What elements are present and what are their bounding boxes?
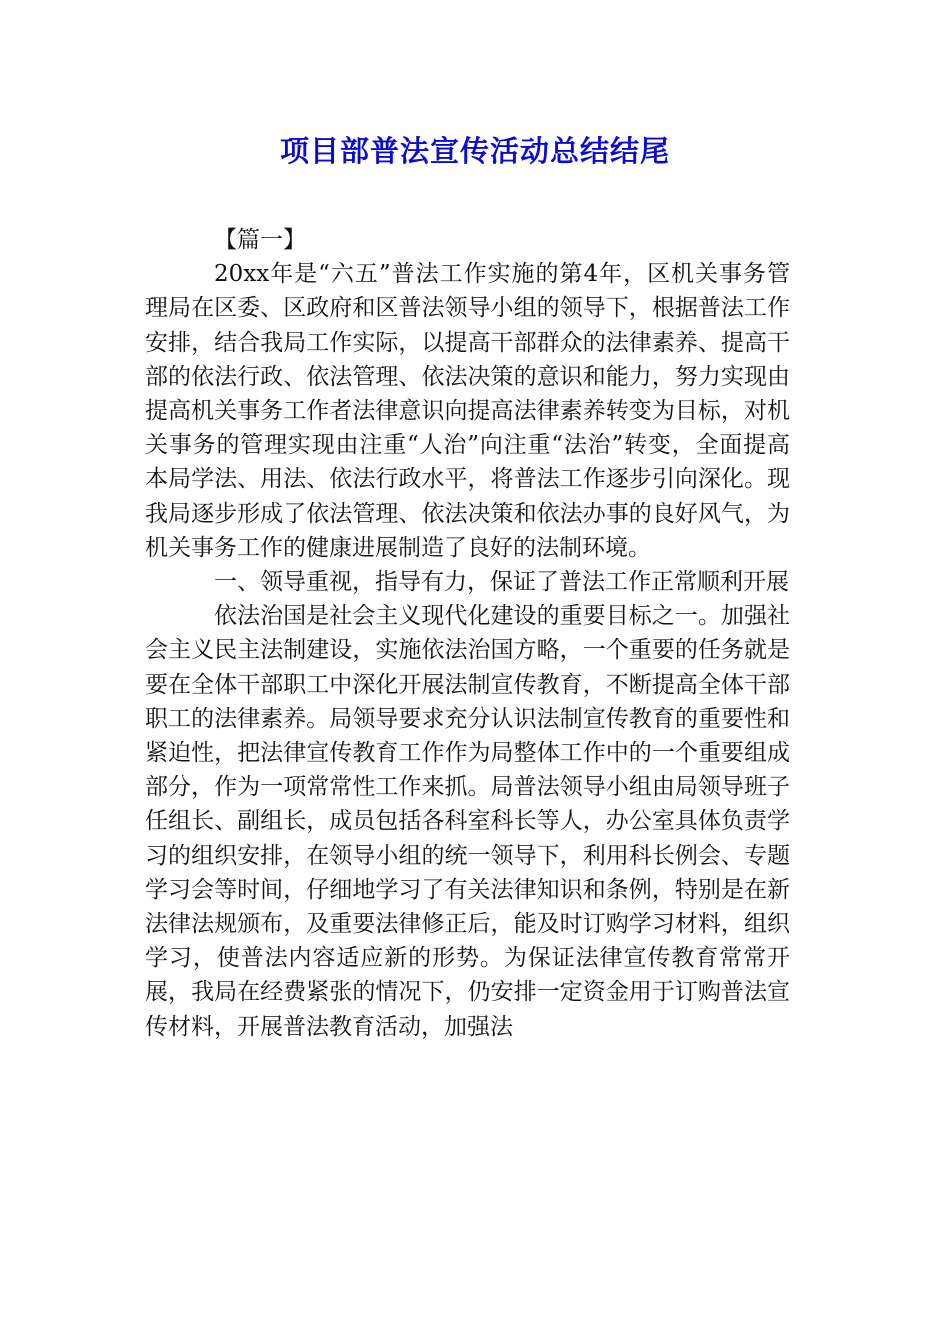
section-heading: 一、领导重视，指导有力，保证了普法工作正常顺利开展 (214, 569, 789, 596)
intro-paragraph: 20xx年是“六五”普法工作实施的第4年，区机关事务管理局在区委、区政府和区普法领导小组的领导下，根据普法工作安排，结合我局工作实际，以提高干部群众的法律素养、提高干部的依法行政、依法管理、依法决策的意识和能力，努力实现由提高机关事务工作者法律意识向提高法律素养转变为目标，对机关事务的管理实现由注重“人治”向注重“法治”转变，全面提高本局学法、用法、依法行政水平，将普法工作逐步引向深化。现我局逐步形成了依法管理、依法决策和依法办事的良好风气，为机关事务工作的健康进展制造了良好的法制环境。 (145, 261, 790, 561)
body-paragraph: 依法治国是社会主义现代化建设的重要目标之一。加强社会主义民主法制建设，实施依法治国方略，一个重要的任务就是要在全体干部职工中深化开展法制宣传教育，不断提高全体干部职工的法律素养。局领导要求充分认识法制宣传教育的重要性和紧迫性，把法律宣传教育工作作为局整体工作中的一个重要组成部分，作为一项常常性工作来抓。局普法领导小组由局领导班子任组长、副组长，成员包括各科室科长等人，办公室具体负责学习的组织安排，在领导小组的统一领导下，利用科长例会、专题学习会等时间，仔细地学习了有关法律知识和条例，特别是在新法律法规颁布，及重要法律修正后，能及时订购学习材料，组织学习，使普法内容适应新的形势。为保证法律宣传教育常常开展，我局在经费紧张的情况下，仍安排一定资金用于订购普法宣传材料，开展普法教育活动，加强法 (145, 603, 790, 1040)
document-body (145, 223, 790, 1044)
document-title: 项目部普法宣传活动总结结尾 (279, 134, 670, 168)
section-label: 【篇一】 (214, 227, 306, 253)
